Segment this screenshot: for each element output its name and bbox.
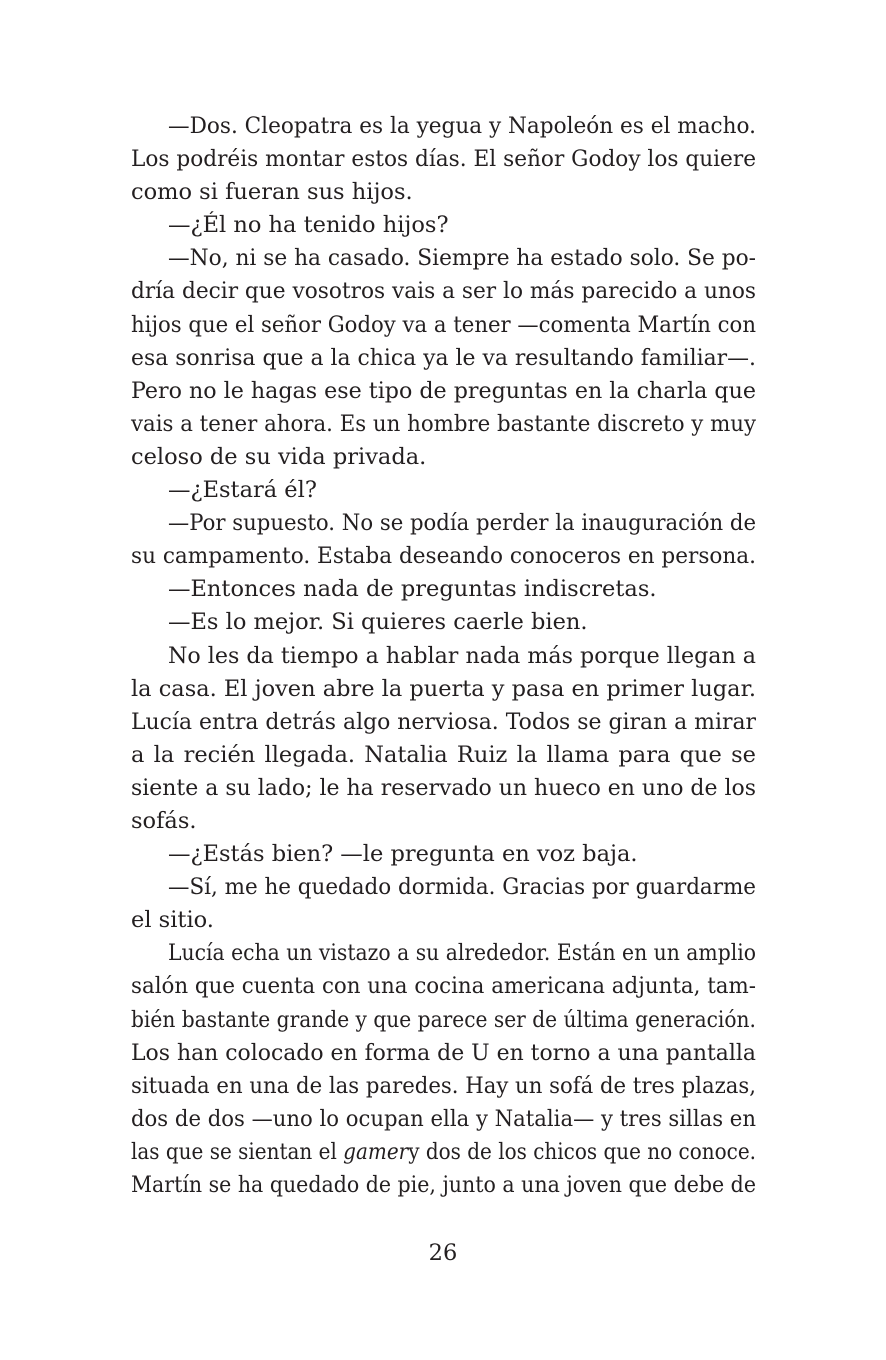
text-line: No les da tiempo a hablar nada más porque llegan a xyxy=(168,642,757,669)
text-line: Los podréis montar estos días. El señor Godoy los quiere xyxy=(131,146,757,173)
text-line: Martín se ha quedado de pie, junto a una joven que debe de xyxy=(131,1172,756,1198)
text-line: salón que cuenta con una cocina americana adjunta, tam- xyxy=(131,973,756,1000)
text-line: —Por supuesto. No se podía perder la inauguración de xyxy=(168,510,757,537)
text-segment: las que se sientan el xyxy=(131,1138,344,1165)
italic-word: gamer xyxy=(343,1138,409,1165)
text-line: —Sí, me he quedado dormida. Gracias por guardarme xyxy=(168,874,757,901)
page-number: 26 xyxy=(428,1240,458,1266)
text-line: —Entonces nada de preguntas indiscretas. xyxy=(168,576,657,603)
text-line: como si fueran sus hijos. xyxy=(131,179,413,206)
text-line: Lucía echa un vistazo a su alrededor. Están en un amplio xyxy=(168,940,757,967)
text-segment: y dos de los chicos que no conoce. xyxy=(408,1138,757,1165)
text-line: a la recién llegada. Natalia Ruiz la llama para que se xyxy=(131,741,756,768)
body-text xyxy=(131,110,756,1202)
text-line: esa sonrisa que a la chica ya le va resultando familiar—. xyxy=(131,344,757,371)
text-line: hijos que el señor Godoy va a tener —comenta Martín con xyxy=(131,311,756,338)
text-line: la casa. El joven abre la puerta y pasa en primer lugar. xyxy=(131,675,756,702)
text-line: —¿Él no ha tenido hijos? xyxy=(168,212,449,239)
text-line: Los han colocado en forma de U en torno a una pantalla xyxy=(131,1039,756,1066)
text-line: celoso de su vida privada. xyxy=(131,443,427,470)
text-line: bién bastante grande y que parece ser de última generación. xyxy=(131,1006,756,1033)
text-line: su campamento. Estaba deseando conoceros en persona. xyxy=(131,543,757,570)
text-line: vais a tener ahora. Es un hombre bastante discreto y muy xyxy=(131,410,757,437)
text-line: —Es lo mejor. Si quieres caerle bien. xyxy=(168,609,588,636)
text-line: el sitio. xyxy=(131,907,214,934)
text-line: siente a su lado; le ha reservado un hueco en uno de los xyxy=(131,774,756,801)
text-line: situada en una de las paredes. Hay un sofá de tres plazas, xyxy=(131,1072,757,1099)
text-line: —Dos. Cleopatra es la yegua y Napoleón es el macho. xyxy=(168,113,757,139)
text-line: Lucía entra detrás algo nerviosa. Todos se giran a mirar xyxy=(131,708,757,735)
text-line: —No, ni se ha casado. Siempre ha estado solo. Se po- xyxy=(168,245,756,272)
text-line: —¿Estás bien? —le pregunta en voz baja. xyxy=(168,841,638,868)
text-line: Pero no le hagas ese tipo de preguntas en la charla que xyxy=(131,377,756,404)
text-line: dría decir que vosotros vais a ser lo más parecido a unos xyxy=(131,278,757,305)
text-line xyxy=(131,1136,756,1169)
text-line: dos de dos —uno lo ocupan ella y Natalia— y tres sillas en xyxy=(131,1105,756,1132)
text-line: sofás. xyxy=(131,807,197,834)
text-line: —¿Estará él? xyxy=(168,477,317,504)
